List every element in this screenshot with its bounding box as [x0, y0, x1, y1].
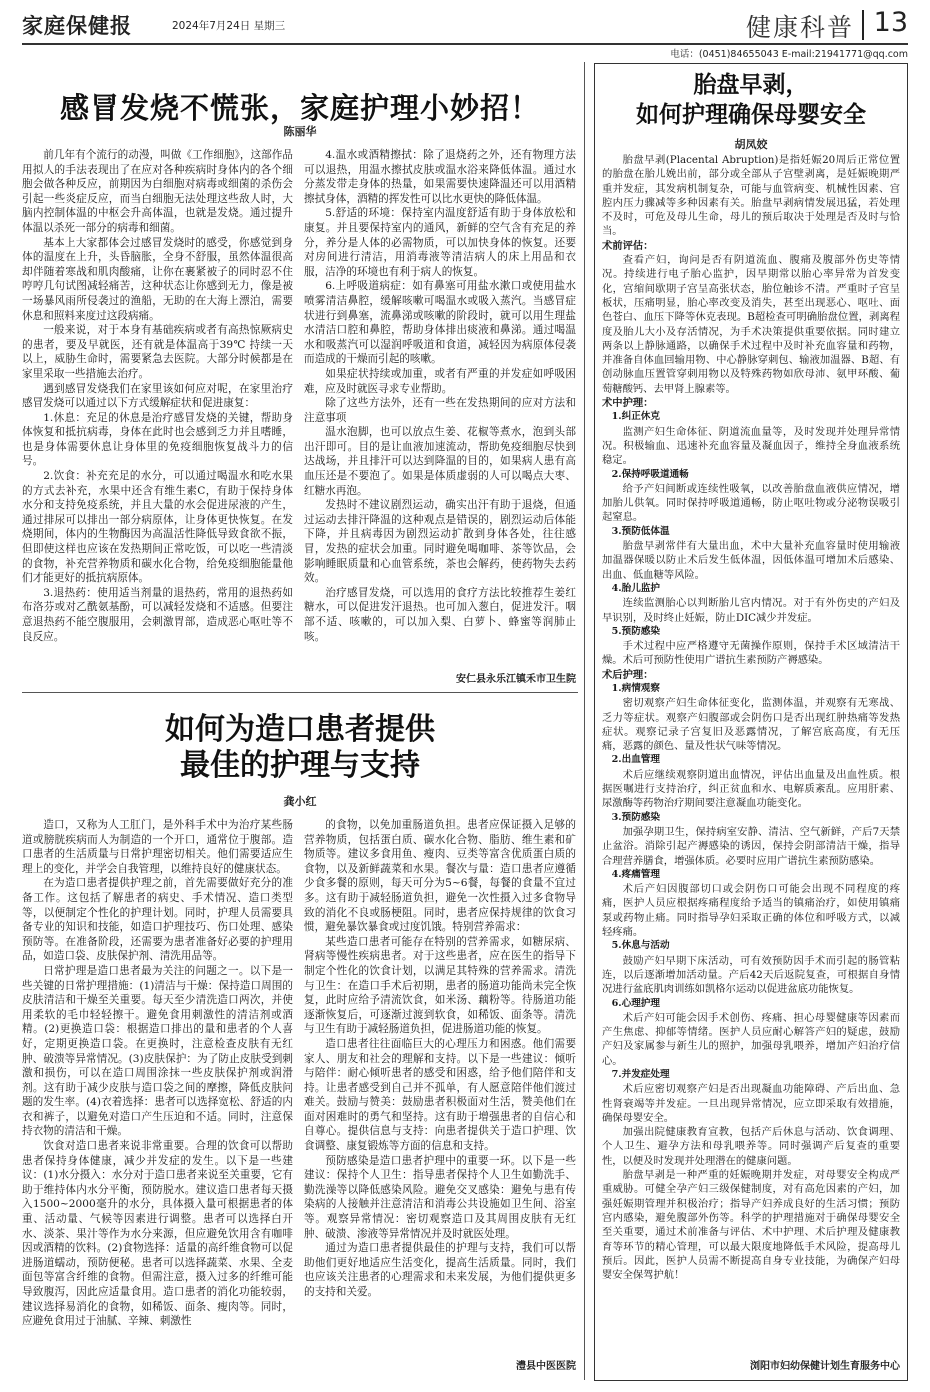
- article3-body: [602, 153, 900, 1353]
- article1-author: 陈丽华: [283, 125, 317, 138]
- article1-source: 安仁县永乐江镇禾市卫生院: [456, 674, 576, 685]
- article2-column-1: [22, 818, 293, 1378]
- paragraph: 手术过程中应严格遵守无菌操作原则，保持手术区域清洁干燥。术后可预防性使用广谱抗生素预防产褥感染。: [602, 640, 900, 667]
- paragraph: 饮食对造口患者来说非常重要。合理的饮食可以帮助患者保持身体健康，减少并发症的发生。以下是一些建议：(1)水分摄入：水分对于造口患者来说至关重要，它有助于维持体内水分平衡，预防脱水。建议造口患者每天摄入1500~2000毫升的水分，具体摄入量可根据患者的体重、活动量、气候等因素进行调整。患者可以选择白开水、淡茶、果汁等作为水分来源，但应避免饮用含有咖啡因或酒精的饮料。(2)食物选择：适量的高纤维食物可以促进肠道蠕动，预防便秘。患者可以选择蔬菜、水果、全麦面包等富含纤维的食物。但需注意，摄入过多的纤维可能导致腹泻，因此应适量食用。造口患者的消化功能较弱，建议选择易消化的食物，如稀饭、面条、瘦肉等。同时，应避免食用过于油腻、辛辣、刺激性: [22, 1140, 293, 1328]
- section-title: 健康科普: [745, 13, 854, 42]
- paragraph: 术后产妇因腹部切口或会阴伤口可能会出现不同程度的疼痛，医护人员应根据疼痛程度给予适当的镇痛治疗，如使用镇痛泵或药物止痛。同时指导孕妇采取正确的体位和呼吸方式，以减轻疼痛。: [602, 883, 900, 939]
- subsection-heading: 2.保持呼吸道通畅: [611, 468, 689, 480]
- subsection-heading: 4.胎儿监护: [611, 582, 660, 594]
- article2-title-line2: 最佳的护理与支持: [180, 748, 420, 783]
- paragraph: 除了这些方法外，还有一些在发热期间的应对方法和注意事项: [304, 397, 576, 424]
- paragraph: 术后应密切观察产妇是否出现凝血功能障碍、产后出血、急性肾衰竭等并发症。一旦出现异常情况，应立即采取有效措施，确保母婴安全。: [602, 1083, 900, 1124]
- paragraph: 治疗感冒发烧，可以选用的食疗方法比较推荐生姜红糖水，可以促进发汗退热。也可加入葱白，促进发汗。咽部不适、咳嗽的，可以加入梨、白萝卜、蜂蜜等润肺止咳。: [304, 586, 576, 643]
- subsection-heading: 6.心理护理: [611, 997, 660, 1009]
- article3-title-line1: 胎盘早剥，: [693, 71, 809, 98]
- paragraph: 查看产妇，询问是否有阴道流血、腹痛及腹部外伤史等情况。持续进行电子胎心监护，因早期常以胎心率异常为首发变化，宫缩间歇期子宫呈高张状态，胎位触诊不清。严重时子宫呈板状，压痛明显，胎心率改变及消失，甚至出现恶心、呕吐、面色苍白、血压下降等休克表现。B超检查可明确胎盘位置，剥离程度及胎儿大小及存活情况，为手术决策提供重要依据。同时建立两条以上静脉通路，以确保手术过程中及时补充血容量和药物，并准备自体血回输用物、中心静脉穿刺包、输液加温器、B超、有创动脉血压置管穿刺用物以及特殊药物如欣母沛、氨甲环酸、葡萄糖酸钙、去甲肾上腺素等。: [602, 254, 900, 395]
- paragraph: 遇到感冒发烧我们在家里该如何应对呢，在家里治疗感冒发烧可以通过以下方式缓解症状和促进康复：: [22, 382, 293, 410]
- article1-column-1: [22, 148, 293, 686]
- paragraph: 日常护理是造口患者最为关注的问题之一。以下是一些关键的日常护理措施：(1)清洁与干燥：保持造口周围的皮肤清洁和干燥至关重要。每天至少清洗造口两次，并使用柔软的毛巾轻轻擦干。避免食用刺激性的清洁剂或酒精。(2)更换造口袋：根据造口排出的量和患者的个人喜好，定期更换造口袋。在更换时，注意检查皮肤有无红肿、破溃等异常情况。(3)皮肤保护：为了防止皮肤受到刺激和损伤，可以在造口周围涂抹一些皮肤保护剂或润滑剂。这有助于减少皮肤与造口袋之间的摩擦，降低皮肤问题的发生率。(4)衣着选择：患者可以选择宽松、舒适的内衣和裤子，以避免对造口产生压迫和不适。同时，注意保持衣物的清洁和干燥。: [22, 964, 293, 1138]
- section-heading: 术前评估：: [602, 239, 654, 252]
- article2-source: 澧县中医医院: [516, 1361, 576, 1372]
- subsection-heading: 3.预防低体温: [611, 525, 670, 537]
- article2-column-2: [304, 818, 576, 1356]
- paragraph: 造口，又称为人工肛门，是外科手术中为治疗某些肠道或膀胱疾病而人为制造的一个开口，通常位于腹部。造口患者的生活质量与日常护理密切相关。他们需要适应生理上的变化，并学会自我管理，以维持良好的健康状态。: [22, 819, 293, 875]
- paragraph: 如果症状持续或加重，或者有严重的并发症如呼吸困难，应及时就医寻求专业帮助。: [304, 367, 576, 395]
- issue-date: 2024年7月24日 星期三: [172, 20, 286, 32]
- paragraph: 胎盘早剥(Placental Abruption)是指妊娠20周后正常位置的胎盘在胎儿娩出前，部分或全部从子宫壁剥离，是妊娠晚期严重并发症，其发病机制复杂，可能与血管病变、机械性因素、宫腔内压力骤减等多种因素有关。胎盘早剥病情发展迅猛，若处理不及时，可危及母儿生命，母儿的预后取决于处理是否及时与恰当。: [602, 154, 900, 238]
- paragraph: 密切观察产妇生命体征变化，监测体温，并观察有无寒战、乏力等症状。观察产妇腹部或会阴伤口是否出现红肿热痛等发热症状。观察记录子宫复旧及恶露情况，了解宫底高度，有无压痛，恶露的颜色、量及性状气味等情况。: [602, 697, 900, 753]
- paragraph: 5.舒适的环境：保持室内温度舒适有助于身体放松和康复。并且要保持室内的通风，新鲜的空气含有充足的养分，养分是人体的必需物质，可以加快身体的恢复。还要对房间进行清洁，用消毒液等清洁病人的床上用品和衣服，洁净的环境也有利于病人的恢复。: [304, 207, 576, 278]
- column-divider: [584, 62, 585, 1380]
- article2-author: 龚小红: [283, 795, 317, 808]
- subsection-heading: 3.预防感染: [611, 811, 660, 823]
- paragraph: 前几年有个流行的动漫，叫做《工作细胞》，这部作品用拟人的手法表现出了在应对各种疾病时身体内的各个细胞会做各种反应，前期因为白细胞对病毒或细菌的杀伤会引起一些炎症反应，而当白细胞无法处理这些敌人时，大脑内控制体温的中枢会升高体温，也就是发烧。通过提升体温以杀死一部分的病毒和细菌。: [22, 149, 293, 234]
- paragraph: 鼓励产妇早期下床活动，可有效预防因手术而引起的肠管粘连，以后逐渐增加活动量。产后42天后返院复查，可根据自身情况进行盆底肌肉训练如凯格尔运动以促进盆底功能恢复。: [602, 954, 900, 996]
- article3-author: 胡凤姣: [734, 138, 768, 151]
- paragraph: 胎盘早剥常伴有大量出血，术中大量补充血容量时使用输液加温器保暖以防止术后发生低体温，因低体温可增加术后感染、出血、低血糖等风险。: [602, 540, 900, 581]
- masthead: [22, 8, 908, 42]
- header-rule: [22, 43, 908, 45]
- paragraph: 给予产妇间断或连续性吸氧，以改善胎盘血液供应情况，增加胎儿供氧。同时保持呼吸道通畅，防止呕吐物或分泌物误吸引起窒息。: [602, 482, 900, 524]
- subsection-heading: 1.纠正休克: [611, 411, 660, 423]
- article1-column-2: [304, 148, 576, 670]
- subsection-heading: 1.病情观察: [611, 682, 660, 694]
- paragraph: 造口患者往往面临巨大的心理压力和困惑。他们需要家人、朋友和社会的理解和支持。以下是一些建议：倾听与陪伴：耐心倾听患者的感受和困惑，给予他们陪伴和支持。让患者感受到自己并不孤单，有人愿意陪伴他们渡过难关。鼓励与赞美：鼓励患者积极面对生活，赞美他们在面对困难时的勇气和坚持。这有助于增强患者的自信心和自尊心。提供信息与支持：向患者提供关于造口护理、饮食调整、康复锻炼等方面的信息和支持。: [304, 1037, 576, 1153]
- paragraph: 4.温水或酒精擦拭：除了退烧药之外，还有物理方法可以退热，用温水擦拭皮肤或温水浴来降低体温。通过水分蒸发带走身体的热量，如果需要快速降温还可以用酒精擦拭身体，酒精的挥发性可以比水更快的降低体温。: [304, 149, 576, 205]
- article2-title: [22, 712, 578, 784]
- paragraph: 通过为造口患者提供最佳的护理与支持，我们可以帮助他们更好地适应生活变化，提高生活质量。同时，我们也应该关注患者的心理需求和未来发展，为他们提供更多的支持和关爱。: [304, 1242, 576, 1298]
- paragraph: 连续监测胎心以判断胎儿宫内情况。对于有外伤史的产妇及早识别，及时终止妊娠，防止DIC减少并发症。: [602, 597, 900, 624]
- paragraph: 的食物，以免加重肠道负担。患者应保证摄入足够的营养物质，包括蛋白质、碳水化合物、脂肪、维生素和矿物质等。建议多食用鱼、瘦肉、豆类等富含优质蛋白质的食物，以及新鲜蔬菜和水果。餐次与量：造口患者应遵循少食多餐的原则，每天可分为5~6餐，每餐的食量不宜过多。这有助于减轻肠道负担，避免一次性摄入过多食物导致的消化不良或肠梗阻。同时，患者应保持规律的饮食习惯，避免暴饮暴食或过度饥饿。特别营养需求：: [304, 819, 576, 934]
- paragraph: 3.退热药：使用适当剂量的退热药，常用的退热药如布洛芬或对乙酰氨基酚，可以减轻发烧和不适感。但要注意退热药不能空腹服用，会刺激胃部，造成恶心呕吐等不良反应。: [22, 586, 293, 643]
- paragraph: 术后应继续观察阴道出血情况，评估出血量及出血性质。根据医嘱进行支持治疗，纠正贫血和水、电解质紊乱。应用肝素、尿激酶等药物治疗期间要注意凝血功能变化。: [602, 768, 900, 810]
- paragraph: 术后产妇可能会因手术创伤、疼痛、担心母婴健康等因素而产生焦虑、抑郁等情绪。医护人员应耐心解答产妇的疑虑，鼓励产妇及家属参与新生儿的照护，加强母乳喂养，增加产妇治疗信心。: [602, 1011, 900, 1067]
- contact-line: 电话：(0451)84655043 E-mail:21941771@qq.com: [670, 49, 908, 60]
- paragraph: 一般来说，对于本身有基础疾病或者有高热惊厥病史的患者，要及早就医，还有就是体温高于39℃ 持续一天以上，威胁生命时，需要紧急去医院。大部分时候都是在家里采取一些措施去治疗。: [22, 324, 293, 380]
- subsection-heading: 2.出血管理: [611, 754, 660, 766]
- paragraph: 胎盘早剥是一种严重的妊娠晚期并发症，对母婴安全构成严重威胁。可健全孕产妇三级保健制度，对有高危因素的产妇，加强妊娠期管理并积极治疗；指导产妇养成良好的生活习惯；预防宫内感染，避免腹部外伤等。科学的护理措施对于确保母婴安全至关重要，通过术前准备与评估、术中护理、术后护理及健康教育等环节的精心管理，可以最大限度地降低手术风险，提高母儿预后。因此，医护人员需不断提高自身专业技能，为确保产妇母婴安全保驾护航！: [602, 1169, 900, 1282]
- section-divider: [862, 10, 864, 40]
- paragraph: 某些造口患者可能存在特别的营养需求，如糖尿病、肾病等慢性疾病患者。对于这些患者，应在医生的指导下制定个性化的饮食计划，以满足其特殊的营养需求。清洗与卫生：在造口手术后初期，患者的肠道功能尚未完全恢复，此时应给予清流饮食，如米汤、藕粉等。待肠道功能逐渐恢复后，可逐渐过渡到软食，如稀饭、面条等。清洗与卫生有助于减轻肠道负担，促进肠道功能的恢复。: [304, 935, 576, 1036]
- paragraph: 在为造口患者提供护理之前，首先需要做好充分的准备工作。这包括了解患者的病史、手术情况、造口类型等，以便制定个性化的护理计划。同时，护理人员需要具备专业的知识和技能，如造口护理技巧、伤口处理、感染预防等。在准备阶段，还需要为患者准备好必要的护理用品，如造口袋、皮肤保护剂、清洗用品等。: [22, 877, 293, 963]
- article1-title: 感冒发烧不慌张，家庭护理小妙招！: [59, 91, 540, 125]
- newspaper-name: 家庭保健报: [22, 14, 132, 38]
- paragraph: 加强出院健康教育宣教，包括产后休息与活动、饮食调理、个人卫生、避孕方法和母乳喂养等。同时强调产后复查的重要性，以便及时发现并处理潜在的健康问题。: [602, 1126, 900, 1167]
- section-heading: 术中护理：: [602, 397, 654, 410]
- paragraph: 2.饮食：补充充足的水分，可以通过喝温水和吃水果的方式去补充，水果中还含有维生素C，有助于保持身体水分和支持免疫系统，并且大量的水会促进尿液的产生，通过排尿可以排出一部分病原体，让身体更快恢复。在发烧期间，体内的生物酶因为高温活性降低导致食欲不振，但即使这样也应该在发热期间正常吃饭，可以吃一些清淡的食物，补充营养物质和碳水化合物，给免疫细胞能量他们才能更好的抵抗病原体。: [22, 470, 293, 585]
- page-number: 13: [873, 7, 908, 38]
- subsection-heading: 4.疼痛管理: [611, 868, 660, 880]
- subsection-heading: 7.并发症处理: [611, 1069, 670, 1080]
- article-divider: [22, 692, 578, 693]
- paragraph: 预防感染是造口患者护理中的重要一环。以下是一些建议：保持个人卫生：指导患者保持个人卫生如勤洗手、勤洗澡等以降低感染风险。避免交叉感染：避免与患有传染病的人接触并注意清洁和消毒公共设施如卫生间、浴室等。观察异常情况：密切观察造口及其周围皮肤有无红肿、破溃、渗液等异常情况并及时就医处理。: [304, 1154, 576, 1240]
- paragraph: 基本上大家都体会过感冒发烧时的感受，你感觉到身体的温度在上升，头昏脑胀，全身不舒服，虽然体温很高却伴随着寒战和肌肉酸痛，让你在裹紧被子的同时忍不住哼哼几句试图减轻痛苦，这种状态让你感到无力，像是被一场暴风雨所侵袭过的渔船，无助的在大海上漂泊，需要休息和照料来度过这段病痛。: [22, 236, 293, 322]
- paragraph: 6.上呼吸道病症：如有鼻塞可用盐水漱口或使用盐水喷雾清洁鼻腔，缓解咳嗽可喝温水或吸入蒸汽。当感冒症状进行到鼻塞，流鼻涕或咳嗽的阶段时，就可以用生理盐水清洁口腔和鼻腔，帮助身体排出痰液和鼻涕。通过喝温水和吸蒸汽可以湿润呼吸道和食道，减轻因为病原体侵袭而造成的干燥而引起的咳嗽。: [304, 280, 576, 366]
- subsection-heading: 5.休息与活动: [611, 940, 670, 952]
- article3-title: [598, 70, 904, 130]
- paragraph: 发热时不建议剧烈运动，确实出汗有助于退烧，但通过运动去排汗降温的这种观点是错误的，剧烈运动后体能下降，并且病毒因为剧烈运动扩散到身体各处，往往感冒，发热的症状会加重。同时避免喝咖啡、茶等饮品，会影响睡眠质量和心血管系统，茶也会解药，使药物失去药效。: [304, 499, 576, 585]
- paragraph: 温水泡脚，也可以放点生姜、花椒等煮水，泡到头部出汗即可。目的是让血液加速流动，帮助免疫细胞尽快到达战场，并且排汗可以达到降温的目的，如果病人患有高血压还是不要泡了。如果是体质虚弱的人可以喝点大枣、红糖水再泡。: [304, 426, 576, 497]
- article2-title-line1: 如何为造口患者提供: [165, 712, 435, 747]
- article3-source: 浏阳市妇幼保健计划生育服务中心: [750, 1361, 900, 1372]
- subsection-heading: 5.预防感染: [611, 625, 660, 637]
- paragraph: 加强孕期卫生，保持病室安静、清洁、空气新鲜，产后7天禁止盆浴。消除引起产褥感染的诱因，保持会阴部清洁干燥，指导合理营养膳食，增强体质。必要时应用广谱抗生素预防感染。: [602, 825, 900, 867]
- paragraph: 1.休息：充足的休息是治疗感冒发烧的关键，帮助身体恢复和抵抗病毒，身体在此时也会感到乏力并且嗜睡，也是身体需要休息让身体里的免疫细胞恢复战斗力的信号。: [22, 411, 293, 468]
- article3-title-line2: 如何护理确保母婴安全: [636, 101, 866, 128]
- section-heading: 术后护理：: [602, 668, 654, 681]
- paragraph: 监测产妇生命体征、阴道流血量等，及时发现并处理异常情况。积极输血、迅速补充血容量及凝血因子，维持全身血液系统稳定。: [602, 425, 900, 467]
